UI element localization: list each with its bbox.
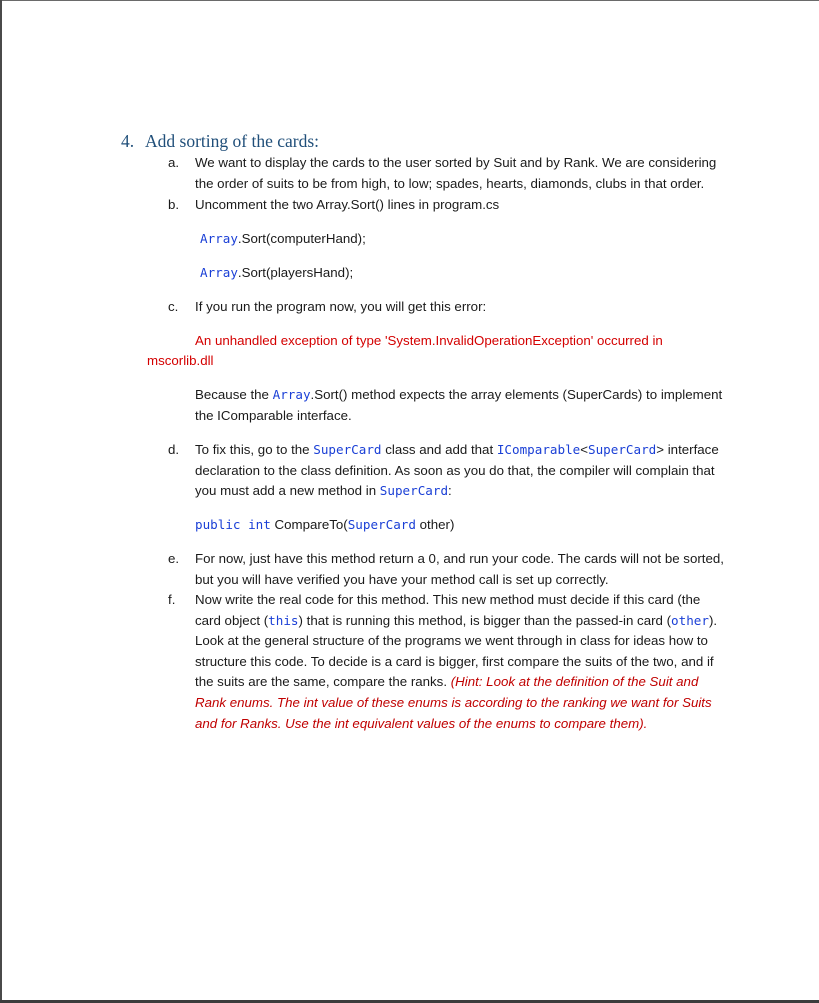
- list-item-text: If you run the program now, you will get this error:: [195, 299, 487, 314]
- list-marker: c.: [168, 299, 179, 314]
- code-keyword: this: [268, 612, 299, 628]
- code-type: Array: [200, 231, 238, 246]
- text-run: interface declaration to the class definition. As soon as you do that, the compiler will complain that you must add a new method in: [195, 442, 719, 499]
- code-type: Array: [272, 387, 311, 402]
- code-line-sort-computer: [200, 229, 366, 249]
- code-identifier: other: [671, 612, 709, 628]
- page-top-border: [0, 0, 819, 1]
- text-run: :: [448, 483, 452, 499]
- text-run: ) that is running this method, is bigger than the passed-in card (: [298, 612, 672, 628]
- text-run: To fix this, go to the: [195, 442, 314, 457]
- text-run: .Sort() method expects the array elements (SuperCards) to implement the IComparable interface.: [195, 387, 723, 423]
- list-marker: a.: [168, 155, 180, 170]
- section-number: 4.: [121, 131, 135, 151]
- text-run: class and add that: [381, 442, 497, 457]
- text-run: Now write the real code for this method. This new method must decide if this card (the card object (: [195, 592, 701, 628]
- list-item-text: For now, just have this method return a 0, and run your code. The cards will not be sorted, but you will have verified you have your method call is set up correctly.: [195, 551, 724, 587]
- code-class-name: SuperCard: [313, 442, 382, 457]
- list-marker: f.: [168, 592, 176, 607]
- section-title: Add sorting of the cards:: [145, 131, 319, 151]
- code-line-sort-player: [200, 263, 353, 283]
- list-item-text: We want to display the cards to the user sorted by Suit and by Rank. We are considering the order of suits to be from high, to low; spades, hearts, diamonds, clubs in that order.: [195, 155, 717, 191]
- error-message-line-1: An unhandled exception of type 'System.InvalidOperationException' occurred in: [195, 333, 663, 348]
- list-item-text: [195, 440, 725, 502]
- list-marker: e.: [168, 551, 180, 566]
- error-message-line-2: mscorlib.dll: [147, 353, 214, 368]
- list-item-text: Uncomment the two Array.Sort() lines in program.cs: [195, 197, 500, 212]
- code-rest: .Sort(playersHand);: [237, 265, 354, 280]
- hint-text: (Hint: Look at the definition of the Suit and Rank enums. The int value of these enums is according to the ranking we want for Suits and for Ranks. Use the int equivalent values of the enums to compare them).: [195, 674, 712, 731]
- code-rest: .Sort(computerHand);: [237, 231, 366, 246]
- text-run: Because the: [195, 387, 273, 402]
- text-run: ). Look at the general structure of the programs we went through in class for ideas how to structure this code. To decide is a card is bigger, first compare the suits of the two, and if the suits are the same, compare the ranks.: [195, 612, 718, 690]
- code-class-name: SuperCard: [379, 483, 449, 499]
- section-heading: [121, 131, 319, 152]
- code-class-name: SuperCard: [588, 442, 657, 457]
- list-marker: d.: [168, 442, 180, 457]
- text-run: <: [580, 442, 589, 457]
- code-keyword: int: [248, 517, 271, 532]
- method-signature: [195, 515, 454, 535]
- code-param: other): [415, 517, 455, 532]
- list-marker: b.: [168, 197, 180, 212]
- code-interface-name: IComparable: [496, 442, 581, 457]
- code-type: SuperCard: [347, 517, 416, 532]
- text-run: >: [656, 442, 665, 457]
- code-type: Array: [200, 265, 238, 280]
- page-left-border: [0, 0, 2, 1003]
- code-keyword: public: [195, 517, 241, 532]
- because-paragraph: [195, 385, 725, 426]
- list-item-text: [195, 590, 725, 734]
- code-method-name: CompareTo(: [270, 517, 348, 532]
